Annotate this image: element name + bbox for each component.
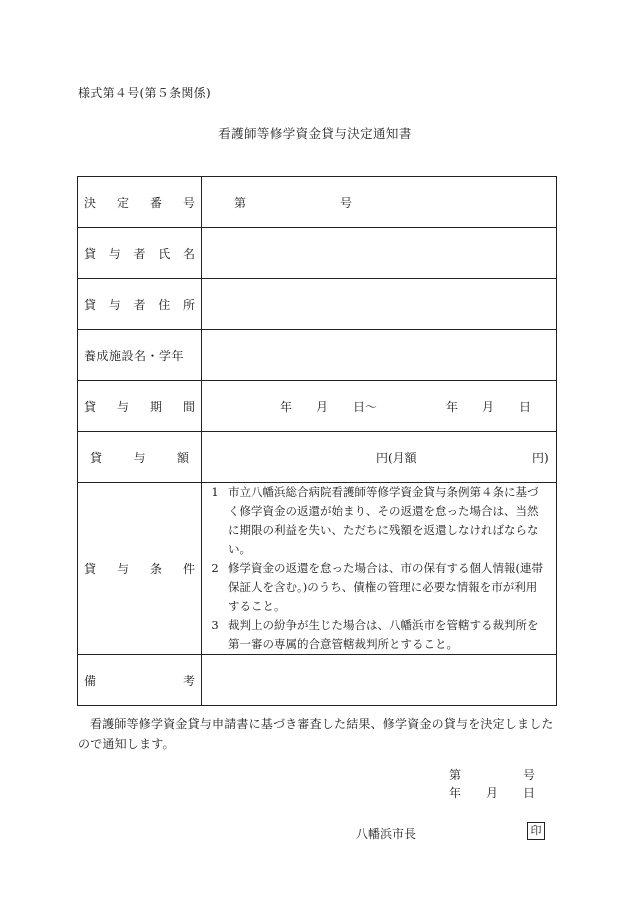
condition-text: 市立八幡浜総合病院看護師等修学資金貸与条例第４条に基づく修学資金の返還が始まり、その返還を怠った場合は、当然に期限の利益を失い、ただちに残額を返還しなければならない。 [228, 485, 539, 556]
label-char: 貸 [84, 246, 97, 261]
issue-month-unit: 月 [486, 786, 499, 800]
decision-number-field[interactable] [202, 177, 557, 228]
loan-amount-field[interactable] [202, 432, 557, 483]
number-suffix: 号 [340, 196, 353, 210]
label-char: 決 [84, 195, 97, 210]
label-char: 貸 [84, 297, 97, 312]
issue-date-line [449, 784, 539, 802]
issue-day-unit: 日 [523, 786, 536, 800]
row-loan-period [78, 381, 557, 432]
condition-item [202, 616, 548, 654]
amount-yen-monthly: 円(月額 [376, 451, 417, 465]
start-month-unit: 月 [316, 400, 329, 414]
label-char: 期 [149, 399, 162, 414]
start-day-unit: 日〜 [353, 400, 378, 414]
end-year-unit: 年 [446, 400, 459, 414]
document-title: 看護師等修学資金貸与決定通知書 [218, 126, 412, 141]
label-facility [78, 330, 202, 381]
label-char: 備 [84, 673, 97, 688]
loan-conditions-cell [202, 483, 557, 655]
issue-number-line [449, 766, 539, 784]
remarks-field[interactable] [202, 655, 557, 706]
label-char: 住 [158, 297, 171, 312]
condition-number: 1 [211, 485, 219, 499]
borrower-name-field[interactable] [202, 228, 557, 279]
row-loan-amount [78, 432, 557, 483]
condition-item [202, 559, 548, 616]
label-char: 額 [176, 450, 189, 465]
facility-field[interactable] [202, 330, 557, 381]
label-char: 間 [182, 399, 195, 414]
label-char: 番 [149, 195, 162, 210]
amount-yen-close: 円) [532, 451, 549, 465]
row-facility [78, 330, 557, 381]
seal-mark: 印 [527, 822, 545, 840]
row-decision-number [78, 177, 557, 228]
end-month-unit: 月 [482, 400, 495, 414]
label-char: 与 [133, 450, 146, 465]
issue-number-suffix: 号 [523, 768, 536, 782]
conditions-list [202, 483, 556, 654]
issue-year-unit: 年 [449, 786, 462, 800]
label-char: 定 [116, 195, 129, 210]
row-borrower-name [78, 228, 557, 279]
label-char: 件 [182, 562, 195, 576]
issue-number-date [449, 766, 539, 802]
condition-text: 修学資金の返還を怠った場合は、市の保有する個人情報(連帯保証人を含む。)のうち、債権の管理に必要な情報を市が利用すること。 [228, 561, 543, 613]
label-borrower-name [78, 228, 202, 279]
condition-text: 裁判上の紛争が生じた場合は、八幡浜市を管轄する裁判所を第一審の専属的合意管轄裁判所とすること。 [228, 618, 539, 651]
start-year-unit: 年 [280, 400, 293, 414]
issuer-mayor: 八幡浜市長 [356, 827, 417, 841]
label-loan-amount [78, 432, 202, 483]
number-prefix: 第 [234, 196, 247, 210]
label-decision-number [78, 177, 202, 228]
label-char: 条 [149, 562, 162, 576]
label-char: 与 [108, 246, 121, 261]
label-remarks [78, 655, 202, 706]
label-char: 名 [182, 246, 195, 261]
label-char: 氏 [158, 246, 171, 261]
label-char: 者 [133, 246, 146, 261]
label-char: 号 [182, 195, 195, 210]
borrower-address-field[interactable] [202, 279, 557, 330]
label-text: 養成施設名・学年 [84, 348, 185, 363]
condition-item [202, 483, 548, 559]
issue-number-prefix: 第 [449, 768, 462, 782]
label-char: 与 [116, 562, 129, 576]
row-loan-conditions [78, 483, 557, 655]
loan-decision-table [77, 176, 557, 706]
label-char: 貸 [84, 562, 97, 576]
label-char: 与 [116, 399, 129, 414]
label-char: 貸 [90, 450, 103, 465]
label-char: 与 [108, 297, 121, 312]
condition-number: 2 [211, 561, 219, 575]
label-char: 者 [133, 297, 146, 312]
end-day-unit: 日 [519, 400, 532, 414]
label-borrower-address [78, 279, 202, 330]
label-char: 所 [182, 297, 195, 312]
notice-text: 看護師等修学資金貸与申請書に基づき審査した結果、修学資金の貸与を決定しましたので通知します。 [78, 717, 554, 751]
condition-number: 3 [211, 618, 219, 632]
row-borrower-address [78, 279, 557, 330]
label-loan-conditions [78, 483, 202, 655]
label-char: 考 [182, 673, 195, 688]
row-remarks [78, 655, 557, 706]
form-number: 様式第４号(第５条関係) [78, 86, 211, 100]
label-char: 貸 [84, 399, 97, 414]
label-loan-period [78, 381, 202, 432]
loan-period-field[interactable] [202, 381, 557, 432]
